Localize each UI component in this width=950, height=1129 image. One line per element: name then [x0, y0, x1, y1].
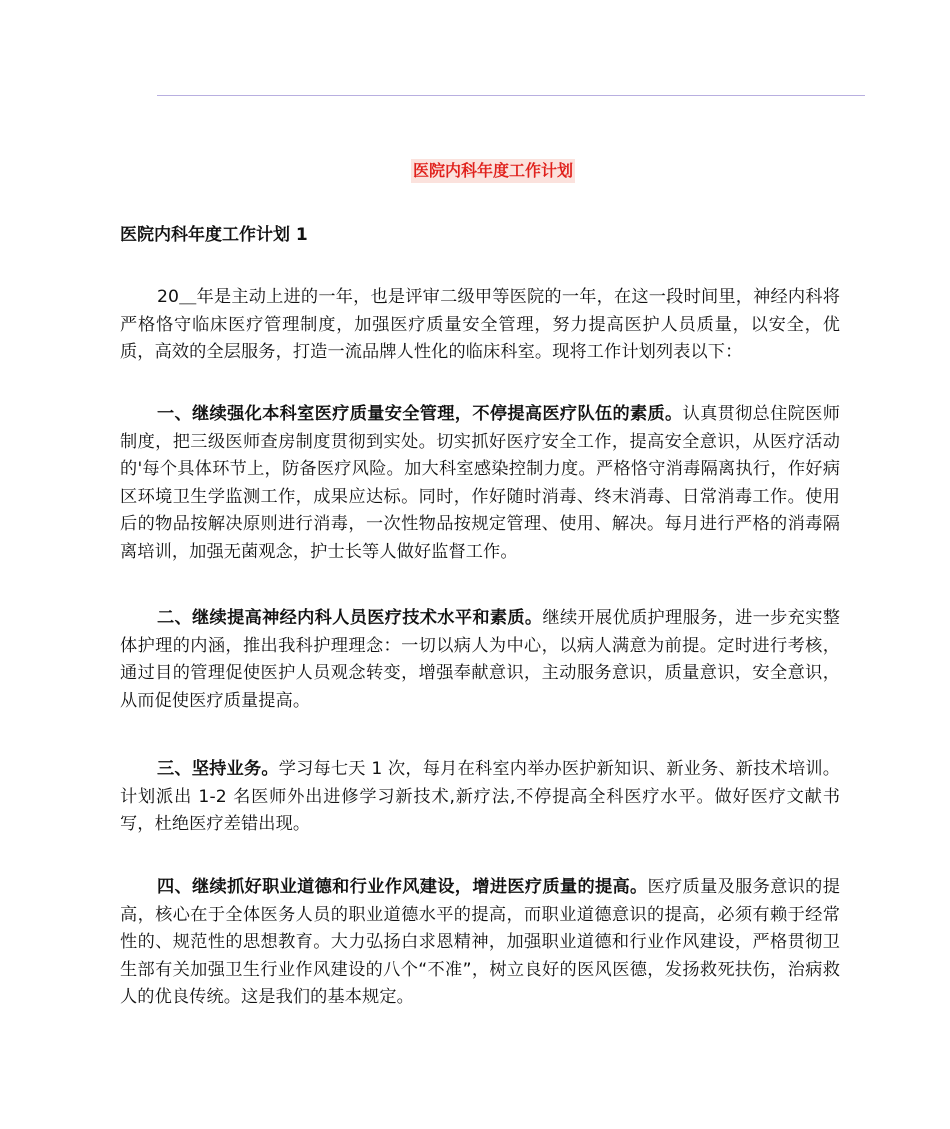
- paragraph-lead: 一、继续强化本科室医疗质量安全管理，不停提高医疗队伍的素质。: [157, 404, 683, 424]
- paragraph-text: 学习每七天 1 次，每月在科室内举办医护新知识、新业务、新技术培训。计划派出 1-2 名医师外出进修学习新技术,新疗法,不停提高全科医疗水平。做好医疗文献书写，杜绝医疗差错出现。: [120, 759, 841, 835]
- paragraph-item-1: [120, 401, 840, 567]
- paragraph-text: 医疗质量及服务意识的提高，核心在于全体医务人员的职业道德水平的提高，而职业道德意识的提高，必须有赖于经常性的、规范性的思想教育。大力弘扬白求恩精神，加强职业道德和行业作风建设，严格贯彻卫生部有关加强卫生行业作风建设的八个“不准”，树立良好的医风医德，发扬救死扶伤，治病救人的优良传统。这是我们的基本规定。: [120, 877, 840, 1008]
- paragraph-lead: 二、继续提高神经内科人员医疗技术水平和素质。: [157, 608, 543, 628]
- paragraph-item-3: [120, 756, 840, 839]
- section-heading: 医院内科年度工作计划 1: [120, 225, 308, 245]
- header-divider: [157, 95, 865, 96]
- paragraph-intro: [120, 284, 840, 367]
- paragraph-item-2: [120, 605, 840, 715]
- paragraph-lead: 三、坚持业务。: [157, 759, 279, 779]
- document-title-container: [0, 159, 950, 183]
- paragraph-text: 继续开展优质护理服务，进一步充实整体护理的内涵，推出我科护理理念：一切以病人为中心，以病人满意为前提。定时进行考核，通过目的管理促使医护人员观念转变，增强奉献意识，主动服务意识，质量意识，安全意识，从而促使医疗质量提高。: [120, 608, 841, 711]
- paragraph-text: 20＿年是主动上进的一年，也是评审二级甲等医院的一年，在这一段时间里，神经内科将严格恪守临床医疗管理制度，加强医疗质量安全管理，努力提高医护人员质量，以安全，优质，高效的全层服务，打造一流品牌人性化的临床科室。现将工作计划列表以下：: [120, 287, 840, 363]
- paragraph-text: 认真贯彻总住院医师制度，把三级医师查房制度贯彻到实处。切实抓好医疗安全工作，提高安全意识，从医疗活动的'每个具体环节上，防备医疗风险。加大科室感染控制力度。严格恪守消毒隔离执行，作好病区环境卫生学监测工作，成果应达标。同时，作好随时消毒、终末消毒、日常消毒工作。使用后的物品按解决原则进行消毒，一次性物品按规定管理、使用、解决。每月进行严格的消毒隔离培训，加强无菌观念，护士长等人做好监督工作。: [120, 404, 840, 562]
- paragraph-item-4: [120, 874, 840, 1012]
- document-title: 医院内科年度工作计划: [411, 159, 575, 183]
- paragraph-lead: 四、继续抓好职业道德和行业作风建设，增进医疗质量的提高。: [157, 877, 648, 897]
